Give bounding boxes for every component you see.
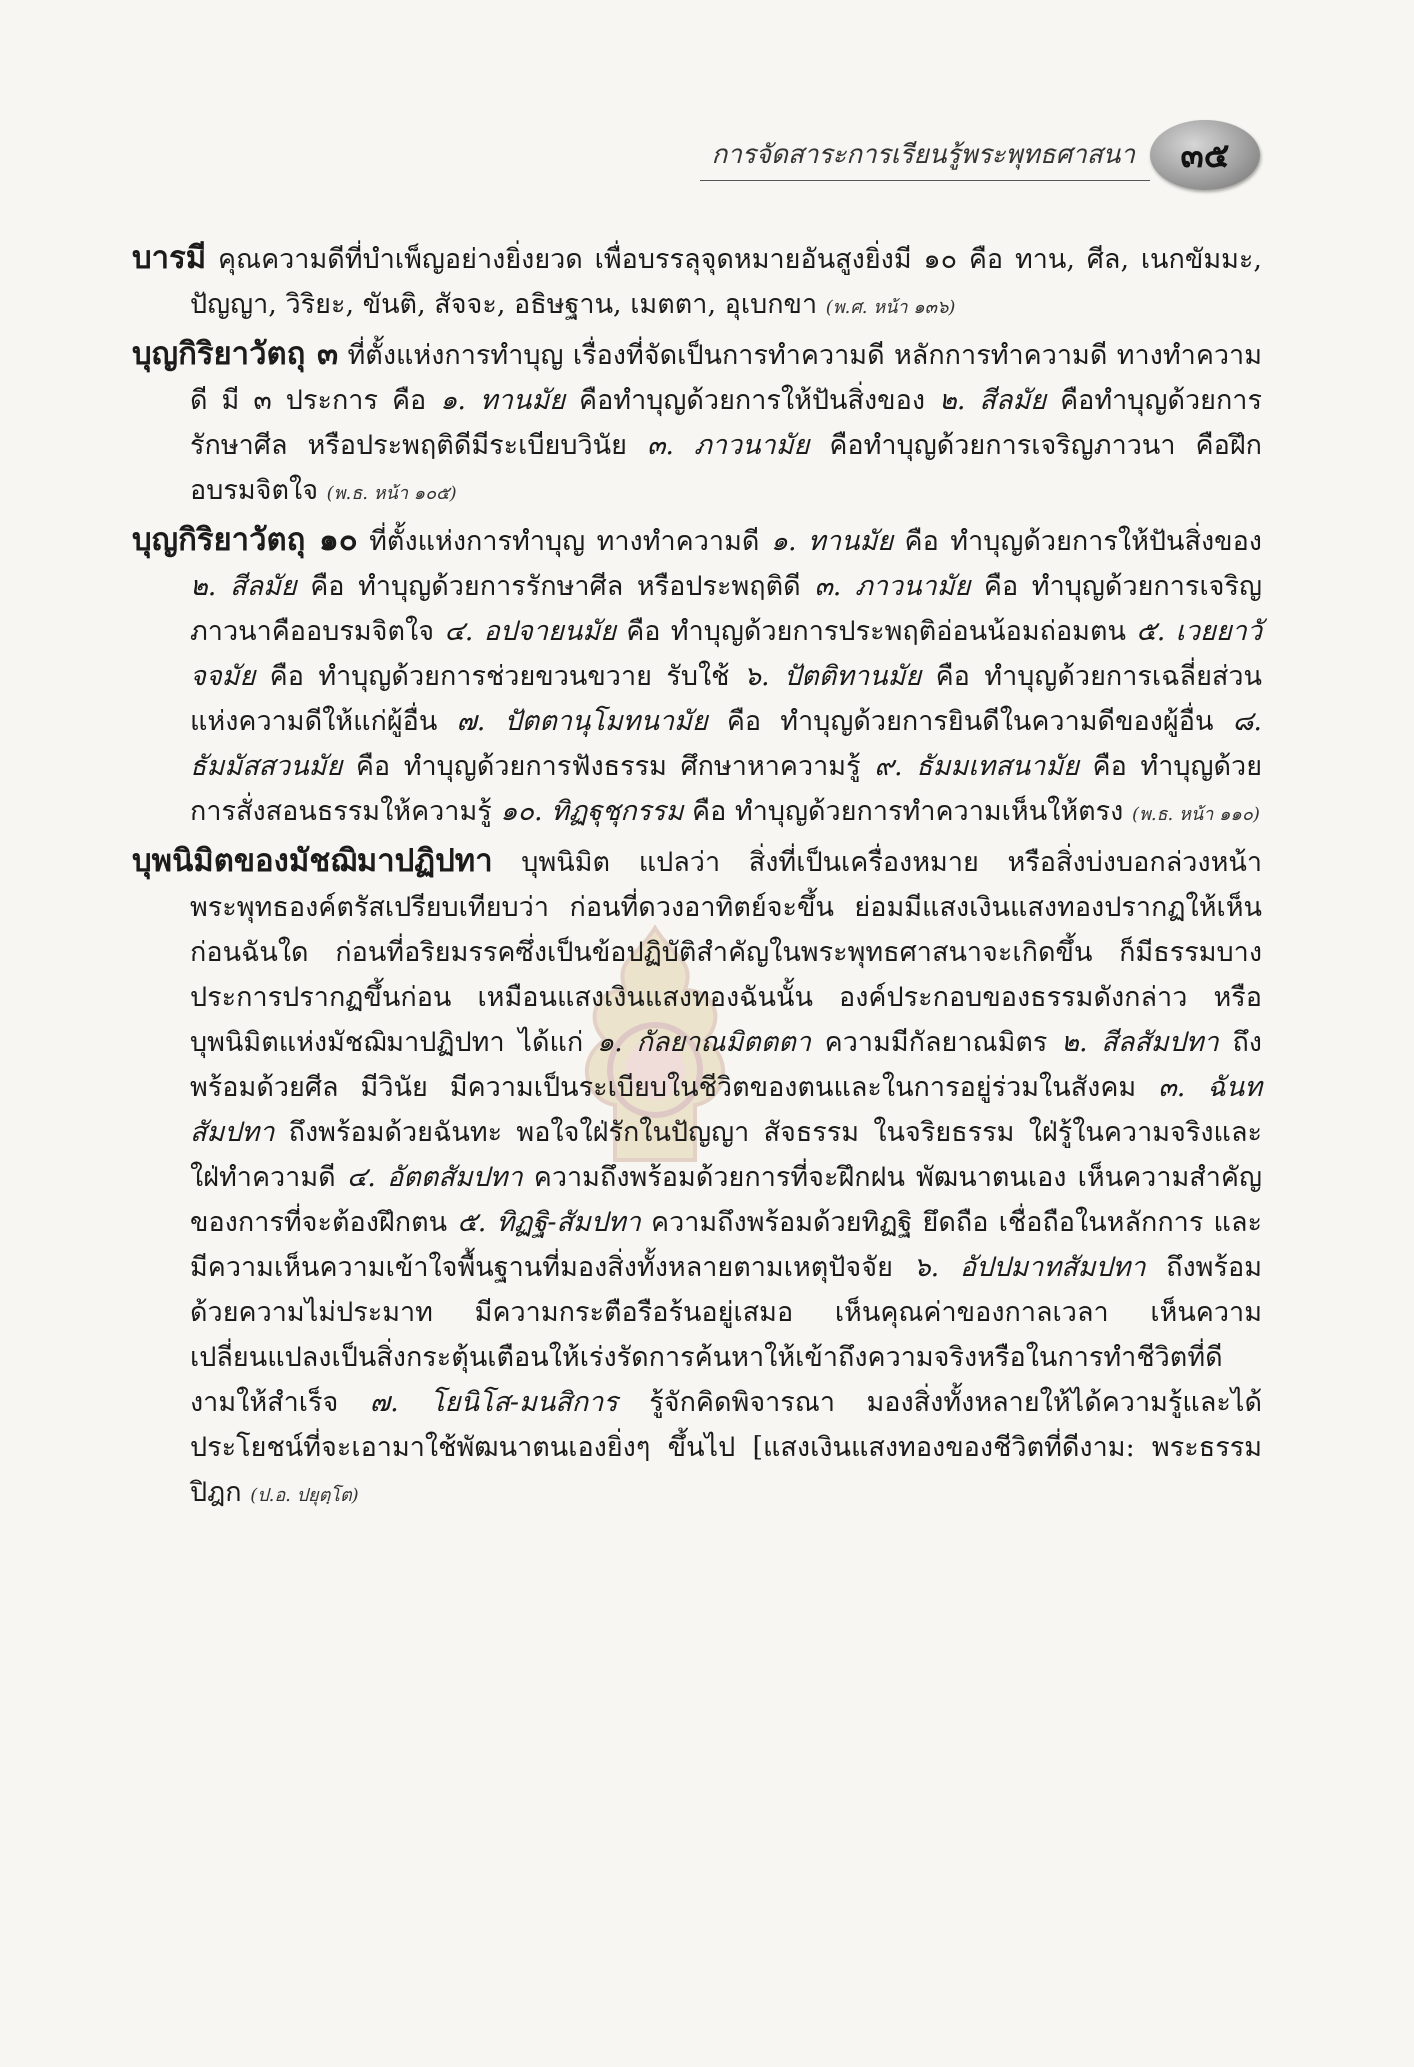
entry-text: คือ ทำบุญด้วยการช่วยขวนขวาย รับใช้ [255,661,744,692]
entry-text: คือ ทำบุญด้วยการประพฤติอ่อนน้อมถ่อมตน [615,616,1137,647]
glossary-entry [132,332,1262,516]
entry-text: ถึงพร้อมด้วยศีล มีวินัย มีความเป็นระเบียบในชีวิตของตนและในการอยู่ร่วมในสังคม [190,1027,1262,1103]
entry-subterm: ๓. ภาวนามัย [646,430,810,461]
entry-term: บารมี [132,240,207,276]
entry-text: ที่ตั้งแห่งการทำบุญ เรื่องที่จัดเป็นการทำความดี หลักการทำความดี ทางทำความดี มี ๓ ประการ คือ [190,340,1262,416]
entry-text: คือ ทำบุญด้วยการให้ปันสิ่งของ [893,526,1262,557]
entry-subterm: ๒. สีลมัย [190,571,297,602]
glossary-entry [132,236,1262,330]
entry-text: คือทำบุญด้วยการให้ปันสิ่งของ [565,385,940,416]
entry-subterm: ๗. โยนิโส-มนสิการ [369,1387,618,1418]
entry-subterm: ๗. ปัตตานุโมทนามัย [456,706,708,737]
glossary-entry [132,839,1262,1518]
entry-subterm: ๖. อัปปมาทสัมปทา [913,1252,1146,1283]
entry-subterm: ๔. อปจายนมัย [444,616,616,647]
entry-text: คือ ทำบุญด้วยการฟังธรรม ศึกษาหาความรู้ [342,751,875,782]
entry-text: บุพนิมิต แปลว่า สิ่งที่เป็นเครื่องหมาย หรือสิ่งบ่งบอกล่วงหน้า พระพุทธองค์ตรัสเปรียบเทียบว่า ก่อนที่ดวงอาทิตย์จะขึ้น ย่อมมีแสงเงินแสงทองปรากฏให้เห็นก่อนฉันใด ก่อนที่อริยมรรคซึ่งเป็นข้อปฏิบัติสำคัญในพระพุทธศาสนาจะเกิดขึ้น ก็มีธรรมบางประการปรากฏขึ้นก่อน เหมือนแสงเงินแสงทองฉันนั้น องค์ประกอบของธรรมดังกล่าว หรือบุพนิมิตแห่งมัชฌิมาปฏิปทา ได้แก่ [190,847,1262,1058]
page-number-badge [1150,120,1260,190]
entry-reference: (ป.อ. ปยุตฺโต) [250,1485,359,1506]
entry-text: ที่ตั้งแห่งการทำบุญ ทางทำความดี [357,526,771,557]
glossary-content [132,236,1262,1520]
entry-subterm: ๒. สีลมัย [939,385,1047,416]
page-number: ๓๕ [1180,136,1230,176]
entry-text: คือทำบุญด้วยการเจริญภาวนา คือฝึกอบรมจิตใจ [190,430,1262,506]
entry-subterm: ๑. ทานมัย [440,385,566,416]
entry-text: รู้จักคิดพิจารณา มองสิ่งทั้งหลายให้ได้ความรู้และได้ประโยชน์ที่จะเอามาใช้พัฒนาตนเองยิ่งๆ ขึ้นไป [แสงเงินแสงทองของชีวิตที่ดีงาม: พระธรรมปิฎก [190,1387,1262,1508]
entry-text: คือ ทำบุญด้วยการเฉลี่ยส่วนแห่งความดีให้แก่ผู้อื่น [190,661,1263,737]
entry-subterm: ๔. อัตตสัมปทา [346,1162,523,1193]
entry-paragraph [132,518,1262,837]
glossary-entry [132,518,1262,837]
entry-text: ความมีกัลยาณมิตร [810,1027,1062,1058]
entry-reference: (พ.ศ. หน้า ๑๓๖) [825,297,956,318]
entry-subterm: ๖. ปัตติทานมัย [743,661,922,692]
entry-text: คือ ทำบุญด้วยการรักษาศีล หรือประพฤติดี [296,571,815,602]
entry-subterm: ๙. ธัมมเทสนามัย [874,751,1079,782]
entry-text: คุณความดีที่บำเพ็ญอย่างยิ่งยวด เพื่อบรรลุจุดหมายอันสูงยิ่งมี ๑๐ คือ ทาน, ศีล, เนกขัมมะ, ปัญญา, วิริยะ, ขันติ, สัจจะ, อธิษฐาน, เมตตา, อุเบกขา [190,244,1262,320]
entry-text: ความถึงพร้อมด้วยการที่จะฝึกฝน พัฒนาตนเอง เห็นความสำคัญของการที่จะต้องฝึกตน [190,1162,1262,1238]
entry-subterm: ๒. สีลสัมปทา [1061,1027,1219,1058]
entry-reference: (พ.ธ. หน้า ๑๑๐) [1131,804,1260,825]
running-header [700,120,1260,190]
entry-subterm: ๘. ธัมมัสสวนมัย [190,706,1262,782]
header-rule [700,180,1150,181]
entry-text: คือทำบุญด้วยการรักษาศีล หรือประพฤติดีมีระเบียบวินัย [190,385,1262,461]
entry-text: ถึงพร้อมด้วยความไม่ประมาท มีความกระตือรือร้นอยู่เสมอ เห็นคุณค่าของกาลเวลา เห็นความเปลี่ยนแปลงเป็นสิ่งกระตุ้นเตือนให้เร่งรัดการค้นหาให้เข้าถึงความจริงหรือในการทำชีวิตที่ดีงามให้สำเร็จ [190,1252,1262,1418]
entry-subterm: ๑. ทานมัย [770,526,894,557]
entry-subterm: ๑. กัลยาณมิตตตา [596,1027,811,1058]
entry-subterm: ๕. ทิฏฐิ-สัมปทา [457,1207,641,1238]
entry-paragraph [132,839,1262,1518]
entry-paragraph [132,332,1262,516]
entry-text: คือ ทำบุญด้วยการทำความเห็นให้ตรง [683,796,1132,827]
entry-term: บุพนิมิตของมัชฌิมาปฏิปทา [132,843,493,879]
entry-paragraph [132,236,1262,330]
entry-text: คือ ทำบุญด้วยการยินดีในความดีของผู้อื่น [707,706,1233,737]
entry-subterm: ๕. เวยยาวัจจมัย [190,616,1262,692]
entry-term: บุญกิริยาวัตถุ ๓ [132,336,339,372]
header-title: การจัดสาระการเรียนรู้พระพุทธศาสนา [711,140,1135,170]
entry-subterm: ๓. ภาวนามัย [814,571,971,602]
entry-term: บุญกิริยาวัตถุ ๑๐ [132,522,358,558]
entry-reference: (พ.ธ. หน้า ๑๐๕) [326,483,457,504]
entry-text: ความถึงพร้อมด้วยทิฏฐิ ยึดถือ เชื่อถือในหลักการ และมีความเห็นความเข้าใจพื้นฐานที่มองสิ่งทั้งหลายตามเหตุปัจจัย [190,1207,1262,1283]
entry-text: คือ ทำบุญด้วยการเจริญภาวนาคืออบรมจิตใจ [190,571,1262,647]
entry-text: คือ ทำบุญด้วยการสั่งสอนธรรมให้ความรู้ [190,751,1263,827]
entry-subterm: ๑๐. ทิฏฐุชุกรรม [500,796,684,827]
entry-subterm: ๓. ฉันทสัมปทา [190,1072,1262,1148]
entry-text: ถึงพร้อมด้วยฉันทะ พอใจใฝ่รักในปัญญา สัจธรรม ในจริยธรรม ใฝ่รู้ในความจริงและใฝ่ทำความดี [190,1117,1262,1193]
